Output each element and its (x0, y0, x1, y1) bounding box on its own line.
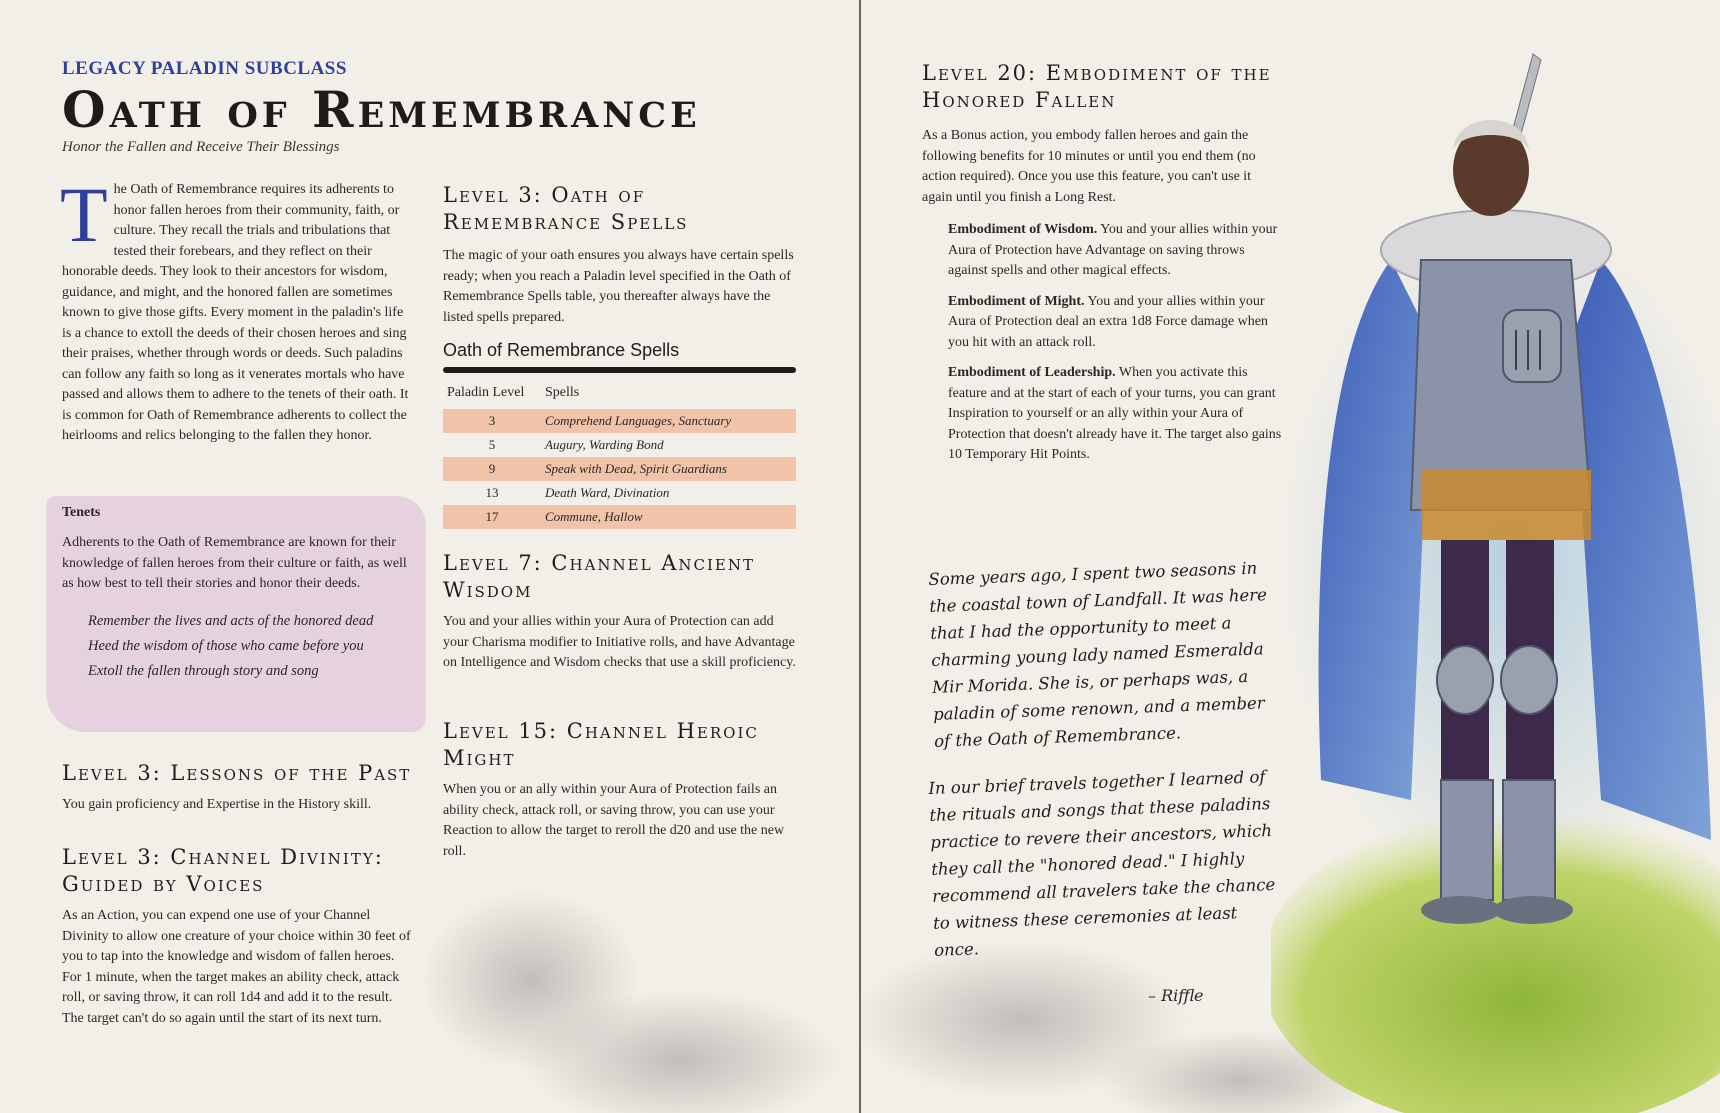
note-paragraph-1: Some years ago, I spent two seasons in the coastal town of Landfall. It was here that I had the opportunity to meet a charming young lady named Esmeralda Mir Morida. She is, or perhaps was, a paladin of some renown, and a member of the Oath of Remembrance. (928, 558, 1268, 751)
table-row (443, 505, 796, 529)
heroic-might-section (443, 718, 796, 862)
channel-divinity-section (62, 844, 412, 1029)
drop-cap: T (60, 171, 108, 258)
table-row (443, 433, 796, 457)
lessons-text: You gain proficiency and Expertise in the History skill. (62, 797, 372, 812)
channel-divinity-text: As an Action, you can expend one use of your Channel Divinity to allow one creature of your choice within 30 feet of you to tap into the knowledge and wisdom of fallen heroes. For 1 minute, when the target makes an ability check, attack roll, or saving throw, it can roll 1d4 and add it to the result. The target can't do so again until the start of its next turn. (62, 908, 411, 1026)
row-level: 3 (443, 409, 541, 433)
table-rule (443, 367, 796, 373)
embodiment-heading: Level 20: Embodiment of the Honored Fallen (922, 61, 1272, 112)
row-level: 17 (443, 505, 541, 529)
heroic-might-heading: Level 15: Channel Heroic Might (443, 719, 759, 770)
lessons-section (62, 760, 412, 816)
ancient-wisdom-section (443, 550, 796, 674)
tenet-item: Remember the lives and acts of the honored dead (88, 612, 374, 629)
oath-spells-heading: Level 3: Oath of Remembrance Spells (443, 183, 689, 234)
channel-divinity-heading: Level 3: Channel Divinity: Guided by Voices (62, 845, 384, 896)
benefit-name: Embodiment of Leadership. (948, 365, 1116, 380)
tenets-heading: Tenets (62, 505, 101, 520)
benefit-name: Embodiment of Might. (948, 293, 1085, 309)
page-header (62, 58, 782, 156)
note-paragraph-2: In our brief travels together I learned of the rituals and songs that these paladins practice to revere their ancestors, which they call the "honored dead." I highly recommend all travelers take the chance to witness these ceremonies at least once. (928, 767, 1276, 960)
note-signature: – Riffle (1148, 986, 1204, 1005)
row-level: 5 (488, 437, 496, 452)
embodiment-section (922, 60, 1282, 466)
spells-table (443, 381, 796, 529)
row-spells: Comprehend Languages, Sanctuary (541, 409, 796, 433)
paladin-illustration (1271, 40, 1720, 1113)
ancient-wisdom-heading: Level 7: Channel Ancient Wisdom (443, 551, 756, 602)
row-spells: Commune, Hallow (541, 505, 796, 529)
benefit-text: You and your allies within your Aura of Protection have Advantage on saving throws against spells and other magical effects. (948, 222, 1278, 278)
benefit-text: You and your allies within your Aura of Protection deal an extra 1d8 Force damage when you hit with an attack roll. (948, 293, 1268, 350)
spells-table-block (443, 340, 796, 529)
table-row (443, 409, 796, 433)
oath-spells-section (443, 182, 796, 529)
table-row (443, 457, 796, 481)
intro-text: he Oath of Remembrance requires its adherents to honor fallen heroes from their community, faith, or culture. They recall the trials and tribulations that tested their forebears, and they reflect on their honorable deeds. They look to their ancestors for wisdom, guidance, and might, and the honored fallen are sometimes known to give those gifts. Every moment in the paladin's life is a chance to extoll the deeds of their chosen heroes and sing their praises, whether through words or deeds. Such paladins can follow any faith so long as it venerates mortals who have passed and allows them to adhere to the tenets of their oath. It is common for Oath of Remembrance adherents to collect the heirlooms and relics belonging to the fallen they honor. (62, 182, 409, 443)
benefit-item (948, 363, 1282, 466)
watercolor-splash (420, 860, 860, 1113)
tenets-list (62, 609, 412, 684)
spells-table-title: Oath of Remembrance Spells (443, 340, 680, 360)
intro-paragraph (60, 171, 412, 447)
row-spells: Speak with Dead, Spirit Guardians (541, 457, 796, 481)
table-header-row (443, 381, 796, 409)
embodiment-text: As a Bonus action, you embody fallen heroes and gain the following benefits for 10 minutes or until you end them (no action required). Once you use this feature, you can't use it again until you finish a Long Rest. (922, 128, 1256, 205)
tenets-section (62, 505, 412, 684)
ancient-wisdom-text: You and your allies within your Aura of Protection can add your Charisma modifier to Initiative rolls, and have Advantage on Intelligence and Wisdom checks that use a skill proficiency. (443, 614, 796, 670)
benefit-text: When you activate this feature and at the start of each of your turns, you can grant Inspiration to yourself or an ally within your Aura of Protection that doesn't already have it. The target also gains 10 Temporary Hit Points. (948, 365, 1282, 462)
lessons-heading: Level 3: Lessons of the Past (62, 761, 412, 785)
benefit-item (948, 220, 1282, 282)
handwritten-note (928, 558, 1278, 1005)
page-title: Oath of Remembrance (62, 80, 701, 139)
benefit-name: Embodiment of Wisdom. (948, 222, 1098, 237)
heroic-might-text: When you or an ally within your Aura of Protection fails an ability check, attack roll, or saving throw, you can use your Reaction to allow the target to reroll the d20 and use the new roll. (443, 782, 785, 859)
benefit-item (948, 292, 1282, 354)
row-spells: Death Ward, Divination (545, 485, 670, 500)
tenet-item: Heed the wisdom of those who came before you (88, 637, 364, 654)
row-level: 13 (485, 485, 499, 500)
embodiment-benefits (922, 220, 1282, 466)
subclass-kicker: LEGACY PALADIN SUBCLASS (62, 58, 347, 79)
left-column (60, 171, 412, 447)
col-paladin-level: Paladin Level (447, 385, 525, 400)
row-spells: Augury, Warding Bond (545, 437, 664, 452)
tenets-text: Adherents to the Oath of Remembrance are known for their knowledge of fallen heroes from their culture or faith, as well as how best to tell their stories and honor their deeds. (62, 535, 407, 591)
col-spells: Spells (545, 385, 580, 400)
table-row (443, 481, 796, 505)
tenet-item: Extoll the fallen through story and song (88, 662, 319, 679)
row-level: 9 (443, 457, 541, 481)
page-subtitle: Honor the Fallen and Receive Their Blessings (62, 139, 340, 155)
oath-spells-text: The magic of your oath ensures you always have certain spells ready; when you reach a Paladin level specified in the Oath of Remembrance Spells table, you thereafter always have the listed spells prepared. (443, 248, 794, 325)
